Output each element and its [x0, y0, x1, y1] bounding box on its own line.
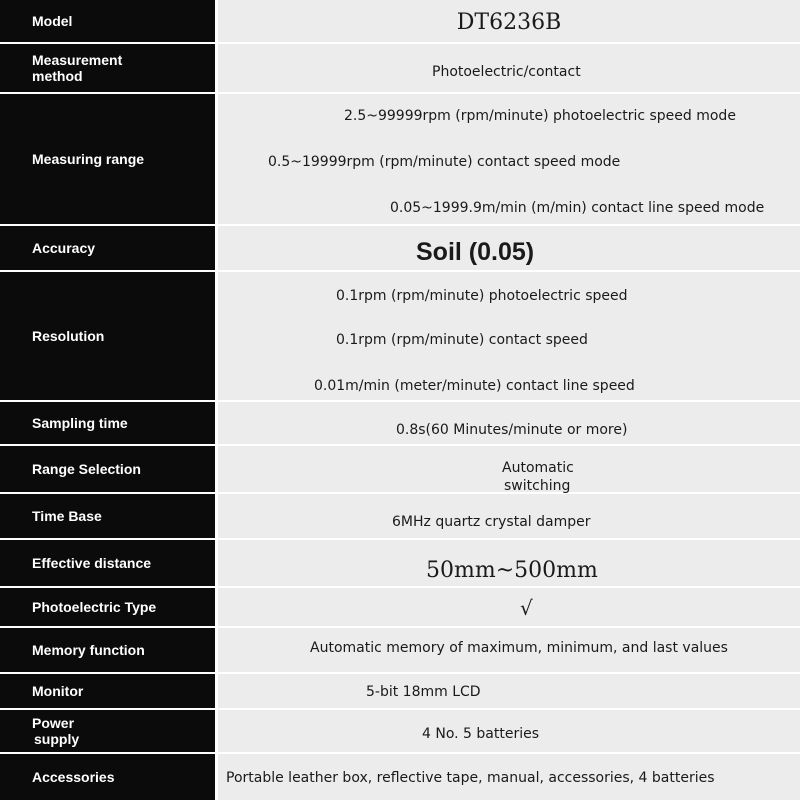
label-text: Measuring range — [32, 151, 145, 167]
row-model — [0, 0, 800, 44]
value-cell — [218, 754, 800, 800]
label-text: Effective distance — [32, 555, 152, 571]
power-supply-value: 4 No. 5 batteries — [422, 726, 540, 742]
sampling-time-value: 0.8s(60 Minutes/minute or more) — [396, 422, 628, 438]
row-label — [0, 446, 215, 492]
value-cell — [218, 402, 800, 444]
row-label — [0, 272, 215, 400]
row-label — [0, 754, 215, 800]
resolution-photoelectric: 0.1rpm (rpm/minute) photoelectric speed — [336, 288, 628, 304]
label-text: Sampling time — [32, 415, 128, 431]
label-text: Time Base — [32, 508, 102, 524]
row-power-supply — [0, 710, 800, 754]
value-cell — [218, 494, 800, 538]
value-cell — [218, 44, 800, 92]
row-label — [0, 94, 215, 224]
row-label — [0, 674, 215, 708]
label-text: Memory function — [32, 642, 145, 658]
label-text: Power — [32, 715, 75, 731]
row-label — [0, 226, 215, 270]
label-text: Monitor — [32, 683, 84, 699]
label-text: Range Selection — [32, 461, 141, 477]
row-memory-function — [0, 628, 800, 674]
row-sampling-time — [0, 402, 800, 446]
row-label — [0, 540, 215, 586]
value-cell — [218, 710, 800, 752]
range-selection-line2: switching — [504, 478, 571, 494]
row-label — [0, 0, 215, 42]
value-cell — [218, 272, 800, 400]
row-monitor — [0, 674, 800, 710]
value-cell — [218, 226, 800, 270]
memory-function-value: Automatic memory of maximum, minimum, and last values — [310, 640, 728, 656]
row-resolution — [0, 272, 800, 402]
row-label — [0, 628, 215, 672]
value-cell — [218, 674, 800, 708]
monitor-value: 5-bit 18mm LCD — [366, 684, 481, 700]
label-text: Accessories — [32, 769, 115, 785]
row-measuring-range — [0, 94, 800, 226]
label-text: Resolution — [32, 328, 105, 344]
row-label — [0, 402, 215, 444]
value-cell — [218, 588, 800, 626]
row-label — [0, 44, 215, 92]
accessories-value: Portable leather box, reflective tape, manual, accessories, 4 batteries — [226, 770, 715, 786]
row-label — [0, 710, 215, 752]
measuring-range-line: 0.05~1999.9m/min (m/min) contact line speed mode — [390, 200, 765, 216]
value-cell — [218, 0, 800, 42]
resolution-contact: 0.1rpm (rpm/minute) contact speed — [336, 332, 588, 348]
resolution-line: 0.01m/min (meter/minute) contact line speed — [314, 378, 635, 394]
measurement-method-value: Photoelectric/contact — [432, 64, 581, 80]
check-icon: √ — [520, 596, 533, 620]
value-cell — [218, 446, 800, 492]
row-measurement-method — [0, 44, 800, 94]
label-text: Model — [32, 13, 73, 29]
time-base-value: 6MHz quartz crystal damper — [392, 514, 591, 530]
row-time-base — [0, 494, 800, 540]
accuracy-value: Soil (0.05) — [416, 238, 535, 266]
effective-distance-value: 50mm~500mm — [426, 558, 598, 583]
label-text: method — [32, 68, 83, 84]
value-cell — [218, 540, 800, 586]
label-text: Measurement — [32, 52, 123, 68]
row-accessories — [0, 754, 800, 800]
measuring-range-photoelectric: 2.5~99999rpm (rpm/minute) photoelectric speed mode — [344, 108, 736, 124]
row-label — [0, 588, 215, 626]
row-accuracy — [0, 226, 800, 272]
label-text: supply — [34, 731, 80, 747]
row-range-selection — [0, 446, 800, 494]
label-text: Photoelectric Type — [32, 599, 157, 615]
measuring-range-contact: 0.5~19999rpm (rpm/minute) contact speed mode — [268, 154, 621, 170]
value-cell — [218, 94, 800, 224]
range-selection-line1: Automatic — [502, 460, 574, 476]
row-label — [0, 494, 215, 538]
value-cell — [218, 628, 800, 672]
label-text: Accuracy — [32, 240, 96, 256]
row-effective-distance — [0, 540, 800, 588]
row-photoelectric-type — [0, 588, 800, 628]
model-value: DT6236B — [456, 10, 562, 35]
